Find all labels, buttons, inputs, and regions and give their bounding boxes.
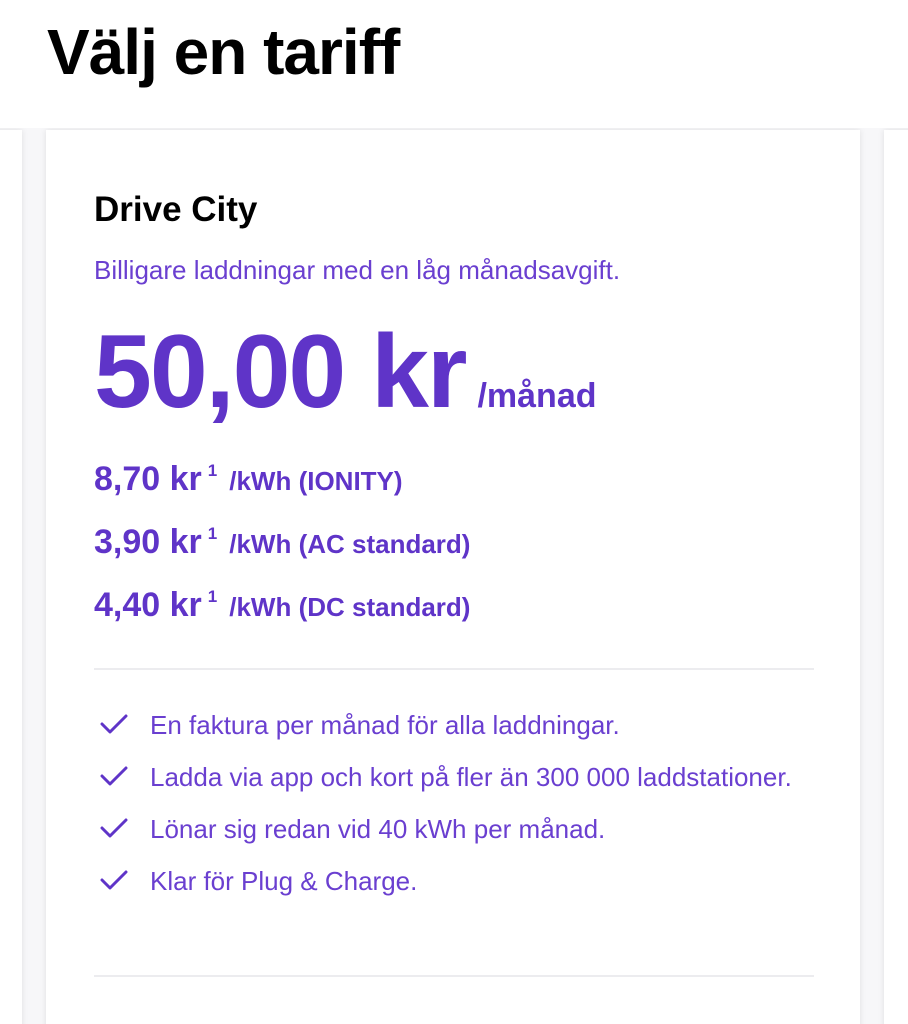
rate-list xyxy=(94,460,794,649)
rate-price: 4,40 kr xyxy=(94,586,202,624)
rate-ac-standard xyxy=(94,523,794,586)
feature-item xyxy=(94,756,814,798)
divider xyxy=(94,668,814,670)
feature-item xyxy=(94,704,814,746)
rate-price: 8,70 kr xyxy=(94,460,202,498)
rate-price: 3,90 kr xyxy=(94,523,202,561)
feature-text: En faktura per månad för alla laddningar. xyxy=(150,710,620,740)
footnote-marker[interactable]: 1 xyxy=(207,587,218,606)
plan-name: Drive City xyxy=(94,190,258,229)
rate-unit: /kWh (AC standard) xyxy=(229,529,471,559)
check-icon xyxy=(94,860,134,900)
previous-tariff-card[interactable] xyxy=(0,130,22,1024)
check-icon xyxy=(94,808,134,848)
rate-unit: /kWh (DC standard) xyxy=(229,592,471,622)
tariff-carousel[interactable] xyxy=(0,128,908,1024)
tariff-card-drive-city[interactable] xyxy=(46,130,860,1024)
plan-description: Billigare laddningar med en låg månadsavgift. xyxy=(94,255,621,285)
next-tariff-card[interactable] xyxy=(884,130,908,1024)
feature-text: Klar för Plug & Charge. xyxy=(150,866,418,896)
rate-dc-standard xyxy=(94,586,794,649)
monthly-price xyxy=(94,312,597,432)
divider xyxy=(94,975,814,977)
rate-unit: /kWh (IONITY) xyxy=(229,466,403,496)
check-icon xyxy=(94,756,134,796)
rate-ionity xyxy=(94,460,794,523)
feature-item xyxy=(94,860,814,902)
page-title: Välj en tariff xyxy=(47,16,400,88)
footnote-marker[interactable]: 1 xyxy=(207,524,218,543)
feature-item xyxy=(94,808,814,850)
feature-list xyxy=(94,704,814,912)
footnote-marker[interactable]: 1 xyxy=(207,461,218,480)
feature-text: Ladda via app och kort på fler än 300 000 laddstationer. xyxy=(150,762,792,792)
price-amount: 50,00 kr xyxy=(94,314,466,430)
price-period: /månad xyxy=(477,377,597,415)
feature-text: Lönar sig redan vid 40 kWh per månad. xyxy=(150,814,606,844)
check-icon xyxy=(94,704,134,744)
